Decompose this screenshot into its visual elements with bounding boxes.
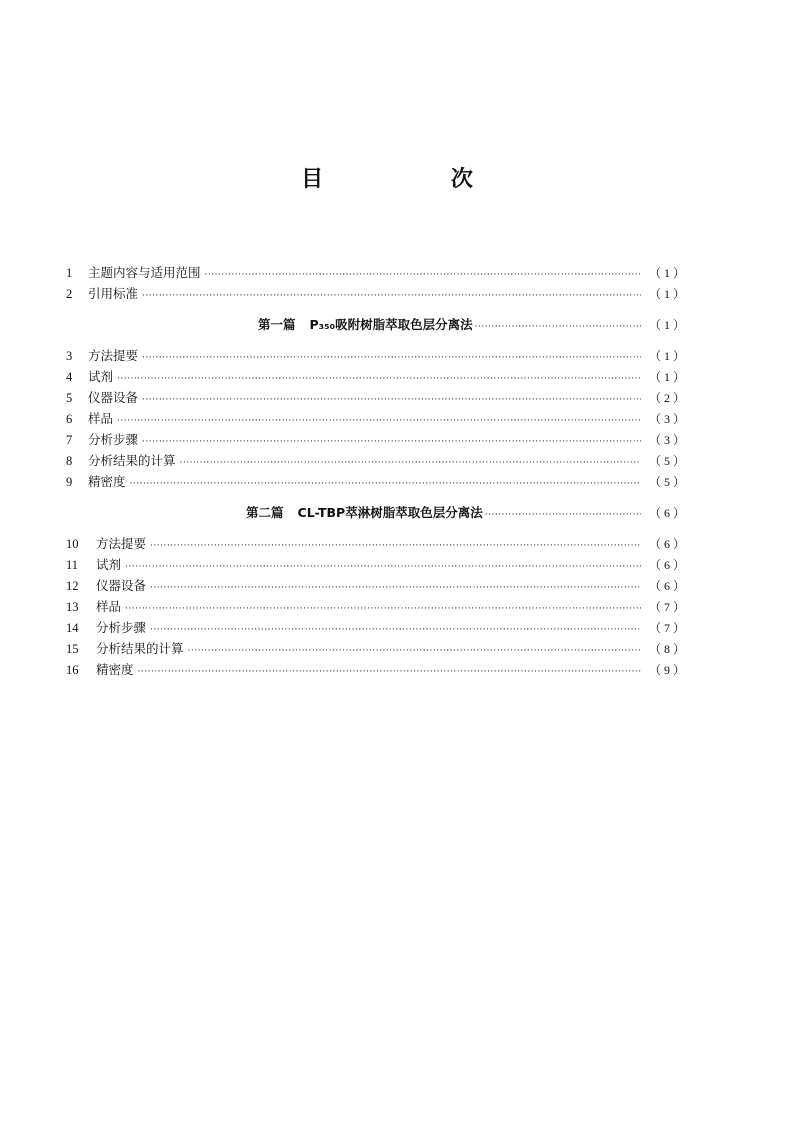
- toc-entry[interactable]: [66, 659, 688, 680]
- toc-entry-number: 6: [66, 412, 73, 426]
- toc-entry[interactable]: [66, 262, 688, 283]
- toc-entry-number: 15: [66, 642, 79, 656]
- toc-entry-label: 试剂: [88, 369, 114, 384]
- toc-entry[interactable]: [66, 366, 688, 387]
- toc-entry[interactable]: [66, 533, 688, 554]
- part-label: 第二篇: [246, 505, 284, 520]
- toc-entry[interactable]: [66, 450, 688, 471]
- toc-entry[interactable]: [66, 596, 688, 617]
- dot-leader: [125, 557, 641, 578]
- dot-leader: [117, 369, 641, 390]
- toc-entry-label: 分析结果的计算: [96, 641, 184, 656]
- toc-entry-number: 11: [66, 558, 79, 572]
- toc-entry-page: （9）: [648, 663, 688, 677]
- dot-leader: [117, 411, 641, 432]
- toc-entry-label: 分析结果的计算: [88, 453, 176, 468]
- toc-entry-page: （3）: [648, 412, 688, 426]
- toc-entry-label: 主题内容与适用范围: [88, 265, 201, 280]
- part-title: P₃₅₀吸附树脂萃取色层分离法: [309, 317, 473, 332]
- part-label: 第一篇: [258, 317, 296, 332]
- toc-entry-page: （5）: [648, 454, 688, 468]
- dot-leader: [150, 620, 641, 641]
- toc-entry-number: 1: [66, 266, 73, 280]
- toc-entry-number: 9: [66, 475, 73, 489]
- toc-entry[interactable]: [66, 575, 688, 596]
- toc-entry-number: 3: [66, 349, 73, 363]
- toc-entry-page: （3）: [648, 433, 688, 447]
- dot-leader: [150, 578, 641, 599]
- page-title: 目 次: [301, 167, 533, 192]
- toc-entry-label: 试剂: [96, 557, 122, 572]
- toc-entry-label: 分析步骤: [96, 620, 147, 635]
- dot-leader: [485, 505, 641, 526]
- toc-entry-label: 仪器设备: [96, 578, 147, 593]
- toc-entry-number: 14: [66, 621, 79, 635]
- dot-leader: [142, 286, 641, 307]
- toc-entry-page: （6）: [648, 537, 688, 551]
- toc-entry[interactable]: [66, 387, 688, 408]
- dot-leader: [130, 474, 641, 495]
- toc-entry-label: 样品: [88, 411, 114, 426]
- toc-entry-label: 引用标准: [88, 286, 139, 301]
- dot-leader: [142, 432, 641, 453]
- toc-entry-label: 方法提要: [96, 536, 147, 551]
- toc-entry-number: 7: [66, 433, 73, 447]
- toc-entry-page: （1）: [648, 287, 688, 301]
- part-heading[interactable]: [66, 314, 688, 335]
- dot-leader: [125, 599, 641, 620]
- toc-entry-page: （5）: [648, 475, 688, 489]
- toc-entry-number: 5: [66, 391, 73, 405]
- toc-entry[interactable]: [66, 617, 688, 638]
- dot-leader: [150, 536, 641, 557]
- toc-entry-label: 精密度: [96, 662, 134, 677]
- toc-entry-page: （6）: [648, 558, 688, 572]
- toc-entry[interactable]: [66, 429, 688, 450]
- dot-leader: [180, 453, 641, 474]
- toc-entry[interactable]: [66, 408, 688, 429]
- part-page: （6）: [648, 506, 688, 520]
- dot-leader: [188, 641, 641, 662]
- toc-entry[interactable]: [66, 638, 688, 659]
- toc-entry-page: （7）: [648, 621, 688, 635]
- toc-entry-page: （1）: [648, 266, 688, 280]
- dot-leader: [205, 265, 641, 286]
- toc-entry-page: （7）: [648, 600, 688, 614]
- toc-entry[interactable]: [66, 471, 688, 492]
- toc-entry-number: 4: [66, 370, 73, 384]
- toc-entry-label: 方法提要: [88, 348, 139, 363]
- part-heading[interactable]: [66, 502, 688, 523]
- toc-entry-number: 2: [66, 287, 73, 301]
- toc-entry-page: （1）: [648, 370, 688, 384]
- toc-entry-page: （6）: [648, 579, 688, 593]
- toc-entry-number: 8: [66, 454, 73, 468]
- toc-entry-page: （1）: [648, 349, 688, 363]
- table-of-contents: [66, 262, 688, 680]
- toc-entry-number: 13: [66, 600, 79, 614]
- toc-entry-label: 样品: [96, 599, 122, 614]
- toc-entry-number: 10: [66, 537, 79, 551]
- toc-entry-label: 仪器设备: [88, 390, 139, 405]
- toc-entry[interactable]: [66, 345, 688, 366]
- toc-entry-label: 分析步骤: [88, 432, 139, 447]
- toc-entry[interactable]: [66, 283, 688, 304]
- toc-entry-label: 精密度: [88, 474, 126, 489]
- dot-leader: [475, 317, 641, 338]
- dot-leader: [142, 390, 641, 411]
- part-title: CL-TBP萃淋树脂萃取色层分离法: [297, 505, 483, 520]
- dot-leader: [142, 348, 641, 369]
- toc-entry-page: （8）: [648, 642, 688, 656]
- part-page: （1）: [648, 318, 688, 332]
- toc-entry-number: 16: [66, 663, 79, 677]
- toc-entry[interactable]: [66, 554, 688, 575]
- toc-entry-number: 12: [66, 579, 79, 593]
- dot-leader: [138, 662, 641, 683]
- toc-entry-page: （2）: [648, 391, 688, 405]
